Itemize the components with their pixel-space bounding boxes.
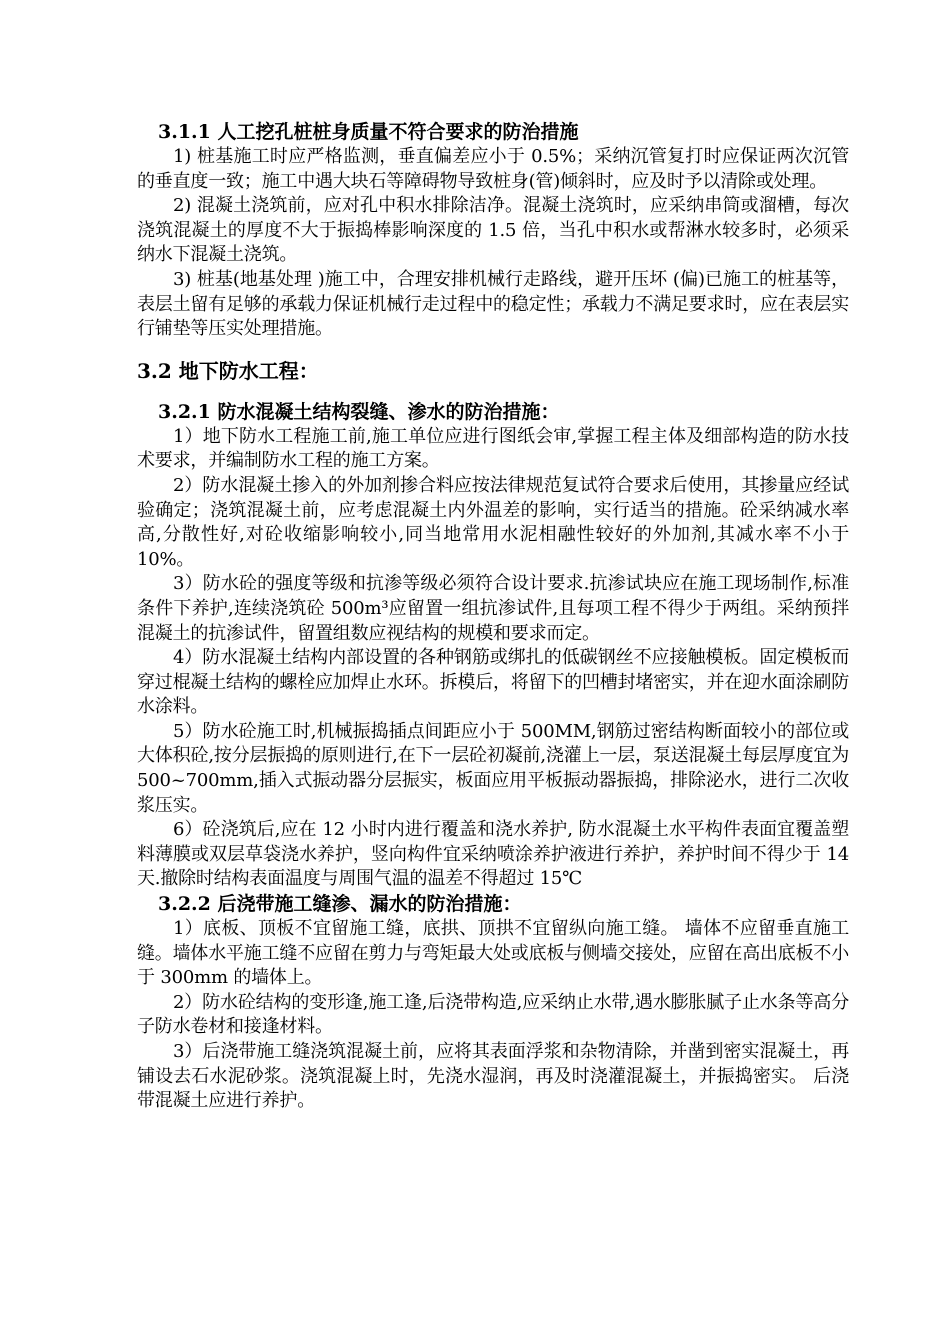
section-heading-3-2-1: 3.2.1 防水混凝土结构裂缝、渗水的防治措施： bbox=[158, 400, 560, 423]
section-heading-3-2: 3.2 地下防水工程： bbox=[137, 358, 319, 383]
paragraph-3-2-1-item-1: 1）地下防水工程施工前,施工单位应进行图纸会审,掌握工程主体及细部构造的防水技术要求，并编制防水工程的施工方案。 bbox=[137, 425, 849, 472]
section-heading-3-1-1: 3.1.1 人工挖孔桩桩身质量不符合要求的防治措施 bbox=[158, 121, 579, 143]
paragraph-3-2-1-item-5: 5）防水砼施工时,机械振捣插点间距应小于 500MM,钢筋过密结构断面较小的部位或大体积砼,按分层振捣的原则进行,在下一层砼初凝前,浇灌上一层，泵送混凝土每层厚度宜为 500~700mm,插入式振动器分层振实，板面应用平板振动器振捣，排除泌水，进行二次收浆压实。 bbox=[137, 720, 849, 816]
paragraph-3-1-1-item-1: 1) 桩基施工时应严格监测，垂直偏差应小于 0.5%；采纳沉管复打时应保证两次沉管的垂直度一致；施工中遇大块石等障碍物导致桩身(管)倾斜时，应及时予以清除或处理。 bbox=[137, 146, 849, 192]
paragraph-3-2-1-item-2: 2）防水混凝土掺入的外加剂掺合料应按法律规范复试符合要求后使用，其掺量应经试验确定；浇筑混凝土前，应考虑混凝土内外温差的影响，实行适当的措施。砼采纳减水率高,分散性好,对砼收缩影响较小,同当地常用水泥相融性较好的外加剂,其减水率不小于 10%。 bbox=[137, 474, 849, 570]
paragraph-3-2-2-item-3: 3）后浇带施工缝浇筑混凝土前，应将其表面浮浆和杂物清除，并凿到密实混凝土，再铺设去石水泥砂浆。浇筑混凝上时，先浇水湿润，再及时浇灌混凝土，并振捣密实。 后浇带混凝土应进行养护。 bbox=[137, 1041, 849, 1112]
paragraph-3-2-2-item-2: 2）防水砼结构的变形逢,施工逢,后浇带构造,应采纳止水带,遇水膨胀腻子止水条等高分子防水卷材和接逢材料。 bbox=[137, 991, 849, 1038]
paragraph-3-2-1-item-6: 6）砼浇筑后,应在 12 小时内进行覆盖和浇水养护, 防水混凝土水平构件表面宜覆盖塑料薄膜或双层草袋浇水养护，竖向构件宜采纳喷涂养护液进行养护，养护时间不得少于 14 天.撤除时结构表面温度与周围气温的温差不得超过 15℃ bbox=[137, 819, 849, 890]
paragraph-3-2-1-item-3: 3）防水砼的强度等级和抗渗等级必须符合设计要求.抗渗试块应在施工现场制作,标准条件下养护,连续浇筑砼 500m³应留置一组抗渗试件,且每项工程不得少于两组。采纳预拌混凝土的抗渗试件，留置组数应视结构的规模和要求而定。 bbox=[137, 573, 849, 644]
paragraph-3-2-2-item-1: 1）底板、顶板不宜留施工缝，底拱、顶拱不宜留纵向施工缝。 墙体不应留垂直施工缝。墙体水平施工缝不应留在剪力与弯矩最大处或底板与侧墙交接处，应留在高出底板不小于 300mm 的墙体上。 bbox=[137, 918, 849, 989]
paragraph-3-1-1-item-2: 2) 混凝土浇筑前，应对孔中积水排除洁净。混凝土浇筑时，应采纳串筒或溜槽，每次浇筑混凝土的厚度不大于振捣棒影响深度的 1.5 倍，当孔中积水或帮淋水较多时，必须采纳水下混凝土浇筑。 bbox=[137, 195, 849, 266]
paragraph-3-1-1-item-3: 3) 桩基(地基处理 )施工中，合理安排机械行走路线，避开压坏 (偏)已施工的桩基等，表层土留有足够的承载力保证机械行走过程中的稳定性；承载力不满足要求时，应在表层实行铺垫等压实处理措施。 bbox=[137, 268, 849, 340]
section-heading-3-2-2: 3.2.2 后浇带施工缝渗、漏水的防治措施： bbox=[158, 893, 522, 916]
paragraph-3-2-1-item-4: 4）防水混凝土结构内部设置的各种钢筋或绑扎的低碳钢丝不应接触模板。固定模板而穿过棍凝土结构的螺栓应加焊止水环。拆模后，将留下的凹槽封堵密实，并在迎水面涂刷防水涂料。 bbox=[137, 647, 849, 718]
document-page bbox=[137, 120, 849, 1114]
